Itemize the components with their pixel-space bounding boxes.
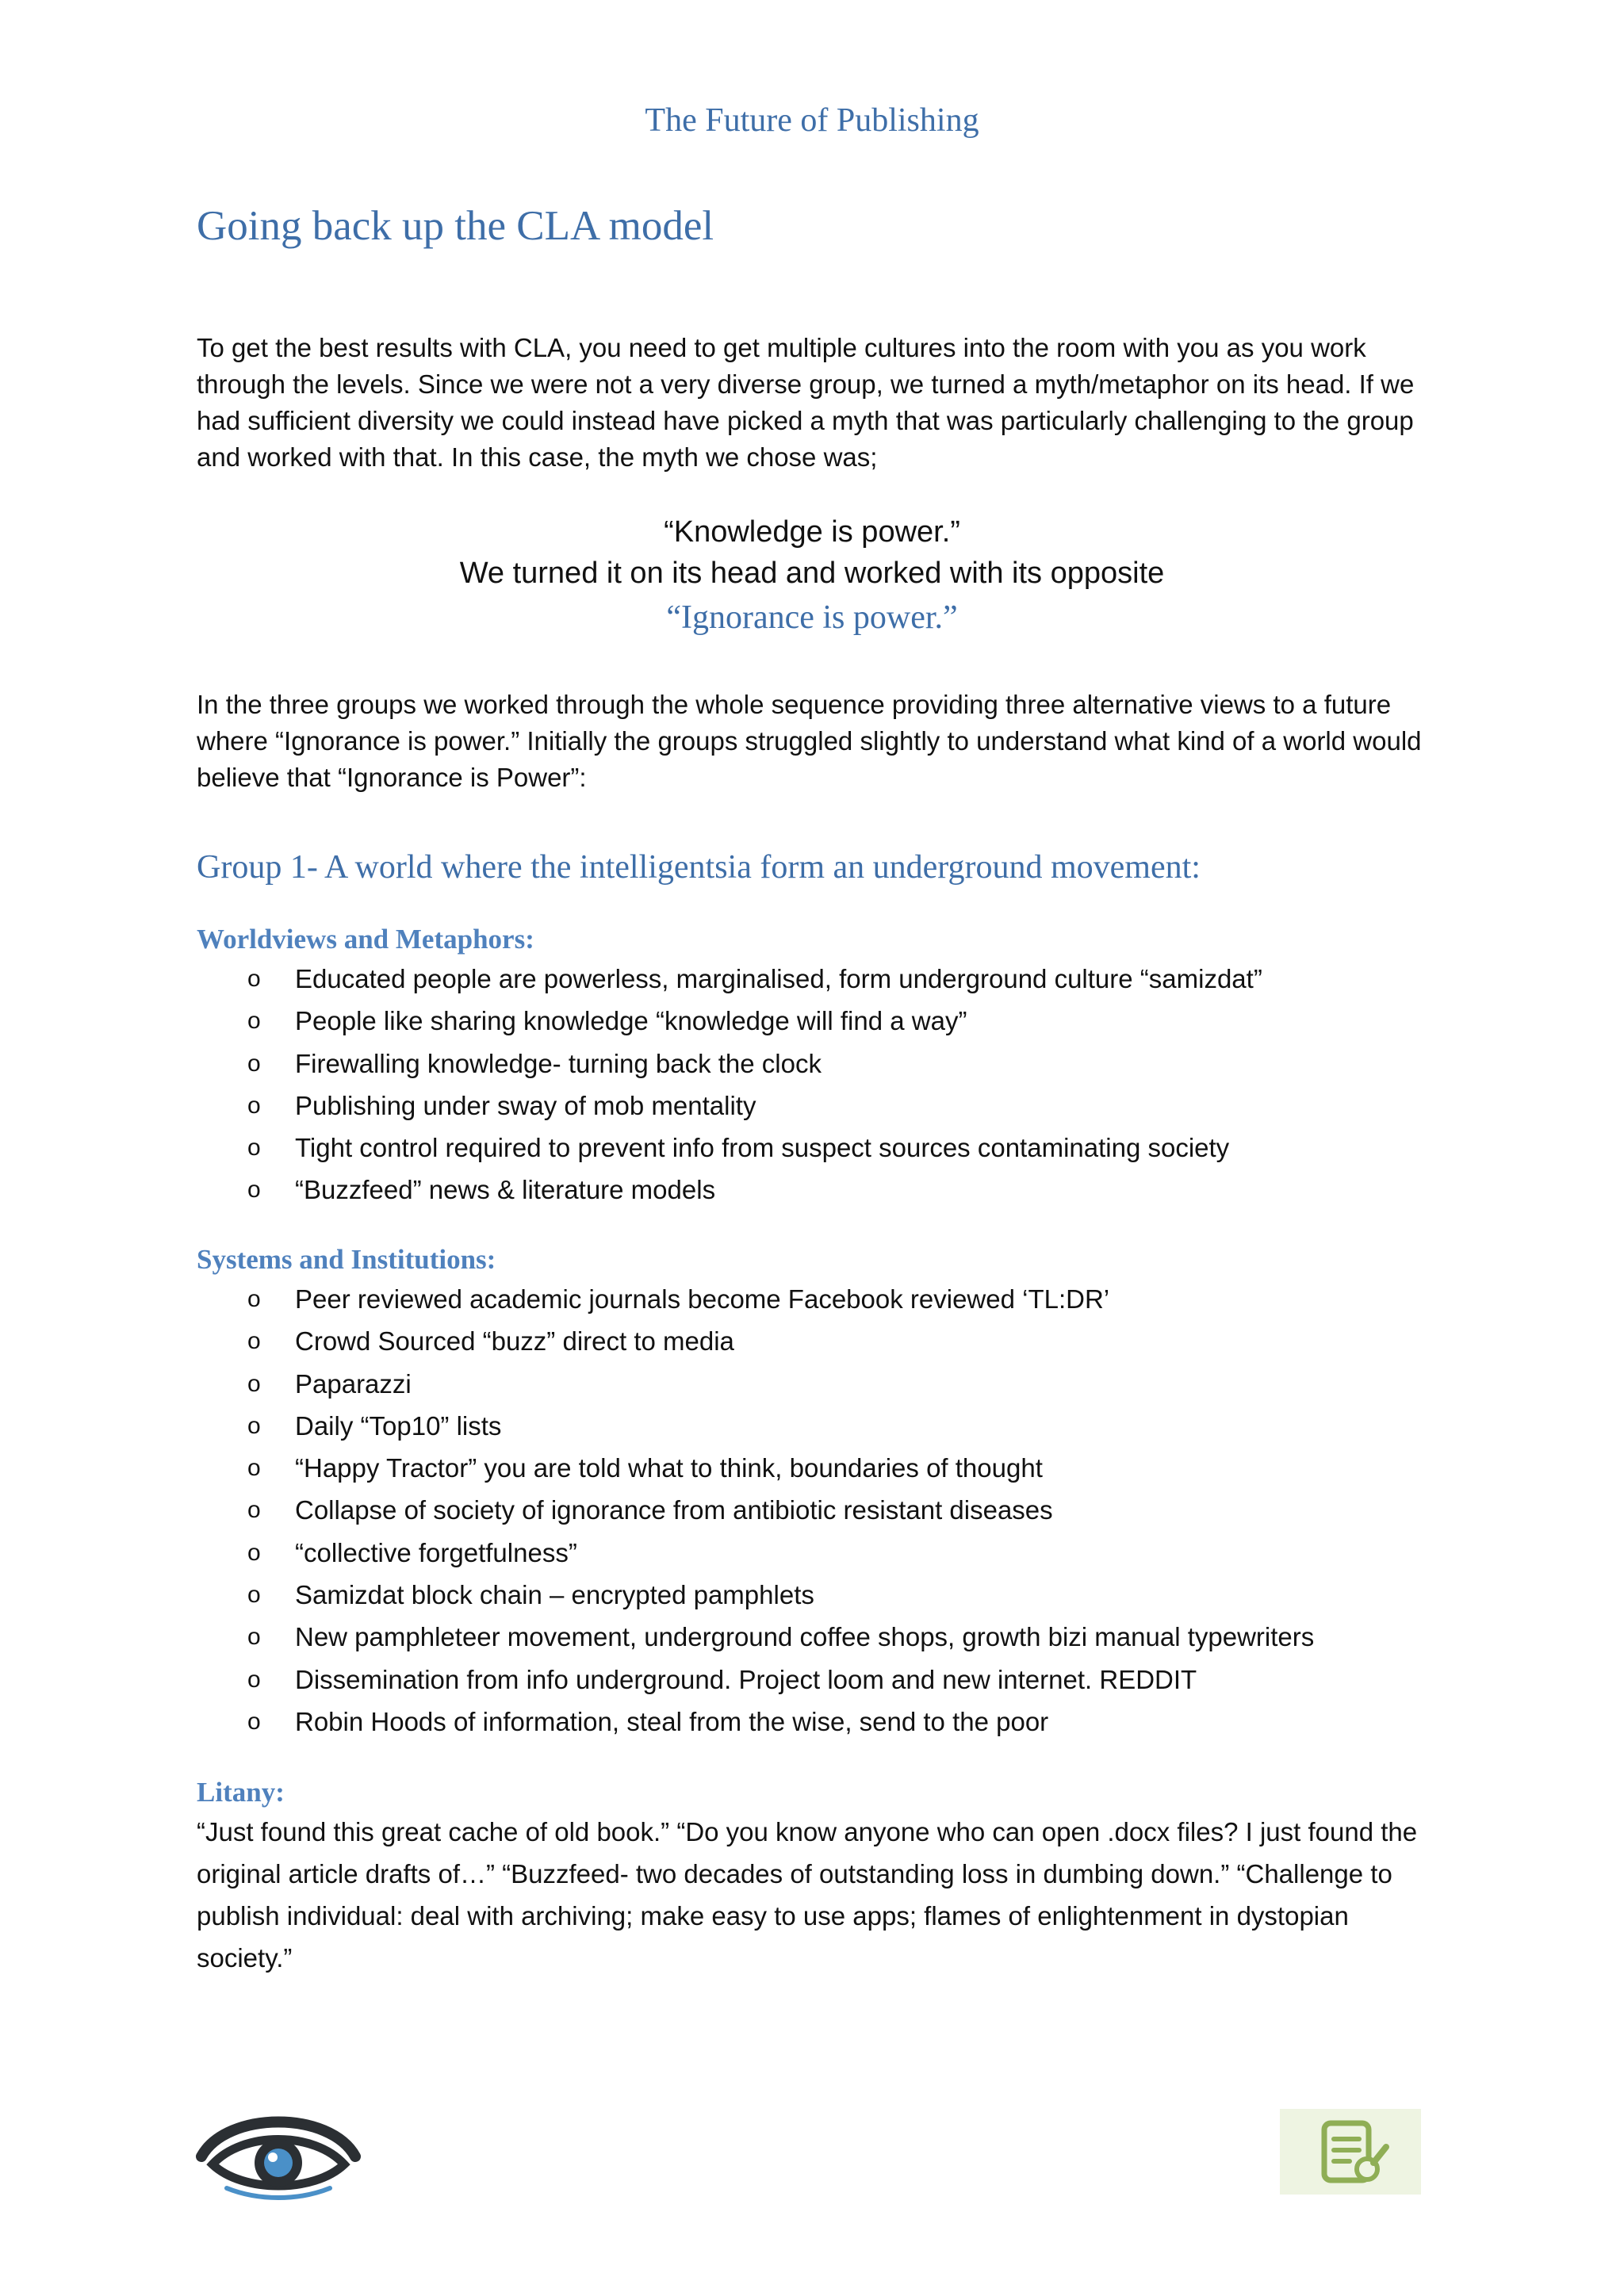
- systems-heading: Systems and Institutions:: [197, 1244, 496, 1275]
- bullet-icon: o: [247, 1624, 261, 1651]
- bullet-icon: o: [247, 1286, 261, 1312]
- bullet-icon: o: [247, 1008, 261, 1035]
- worldviews-list: [197, 958, 1434, 1211]
- group-1-heading: Group 1- A world where the intelligentsia form an underground movement:: [197, 849, 1201, 886]
- list-item: o Educated people are powerless, marginalised, form underground culture “samizdat”: [197, 958, 1434, 1000]
- bullet-icon: o: [247, 1092, 261, 1119]
- list-item: o “Buzzfeed” news & literature models: [197, 1169, 1434, 1211]
- quote-line-2: We turned it on its head and worked with its opposite: [459, 557, 1165, 590]
- litany-section: [197, 1774, 1434, 1979]
- list-item: o People like sharing knowledge “knowledge will find a way”: [197, 1000, 1434, 1042]
- bullet-icon: o: [247, 1455, 261, 1482]
- list-item: o Tight control required to prevent info from suspect sources contaminating society: [197, 1127, 1434, 1169]
- list-item: o Peer reviewed academic journals become Facebook reviewed ‘TL:DR’: [197, 1278, 1434, 1320]
- list-item: o Samizdat block chain – encrypted pamphlets: [197, 1574, 1434, 1616]
- list-item: o Robin Hoods of information, steal from the wise, send to the poor: [197, 1701, 1434, 1743]
- list-item: o Crowd Sourced “buzz” direct to media: [197, 1320, 1434, 1362]
- document-edit-icon: [1280, 2109, 1421, 2195]
- quote-line-1: “Knowledge is power.”: [664, 515, 960, 549]
- quote-line-3: “Ignorance is power.”: [666, 599, 958, 636]
- list-item: o Firewalling knowledge- turning back the clock: [197, 1043, 1434, 1085]
- page-title: Going back up the CLA model: [197, 203, 714, 249]
- list-item: o New pamphleteer movement, underground coffee shops, growth bizi manual typewriters: [197, 1616, 1434, 1658]
- systems-section: [197, 1242, 1434, 1743]
- list-item: o Dissemination from info underground. Project loom and new internet. REDDIT: [197, 1659, 1434, 1701]
- page-header-title: The Future of Publishing: [645, 102, 979, 139]
- list-item: o Collapse of society of ignorance from antibiotic resistant diseases: [197, 1489, 1434, 1531]
- list-item: o Publishing under sway of mob mentality: [197, 1085, 1434, 1127]
- bullet-icon: o: [247, 1328, 261, 1355]
- litany-text: “Just found this great cache of old book.” “Do you know anyone who can open .docx files? I just found the original article drafts of…” “Buzzfeed- two decades of outstanding loss in dumbing down.” “Challenge to publish individual: deal with archiving; make easy to use apps; flames of enlightenment in dystopian society.”: [197, 1817, 1418, 1973]
- bullet-icon: o: [247, 1370, 261, 1397]
- bullet-icon: o: [247, 1582, 261, 1609]
- groups-paragraph: In the three groups we worked through the whole sequence providing three alternative views to a future where “Ignorance is power.” Initially the groups struggled slightly to understand what kind of a world would believe that “Ignorance is Power”:: [197, 690, 1422, 792]
- bullet-icon: o: [247, 1135, 261, 1161]
- litany-heading: Litany:: [197, 1777, 285, 1808]
- bullet-icon: o: [247, 1497, 261, 1524]
- bullet-icon: o: [247, 1666, 261, 1693]
- list-item: o “collective forgetfulness”: [197, 1532, 1434, 1574]
- bullet-icon: o: [247, 1177, 261, 1203]
- bullet-icon: o: [247, 966, 261, 992]
- worldviews-section: [197, 921, 1434, 1211]
- list-item: o Paparazzi: [197, 1363, 1434, 1405]
- bullet-icon: o: [247, 1412, 261, 1439]
- worldviews-heading: Worldviews and Metaphors:: [197, 924, 534, 955]
- intro-paragraph: To get the best results with CLA, you need to get multiple cultures into the room with you as you work through the levels. Since we were not a very diverse group, we turned a myth/metaphor on its head. If we had sufficient diversity we could instead have picked a myth that was particularly challenging to the group and worked with that. In this case, the myth we chose was;: [197, 333, 1415, 472]
- list-item: o Daily “Top10” lists: [197, 1405, 1434, 1447]
- list-item: o “Happy Tractor” you are told what to think, boundaries of thought: [197, 1447, 1434, 1489]
- eye-logo-icon: [195, 2099, 362, 2202]
- bullet-icon: o: [247, 1050, 261, 1077]
- bullet-icon: o: [247, 1708, 261, 1735]
- bullet-icon: o: [247, 1539, 261, 1566]
- systems-list: [197, 1278, 1434, 1743]
- quote-block: [0, 511, 1624, 641]
